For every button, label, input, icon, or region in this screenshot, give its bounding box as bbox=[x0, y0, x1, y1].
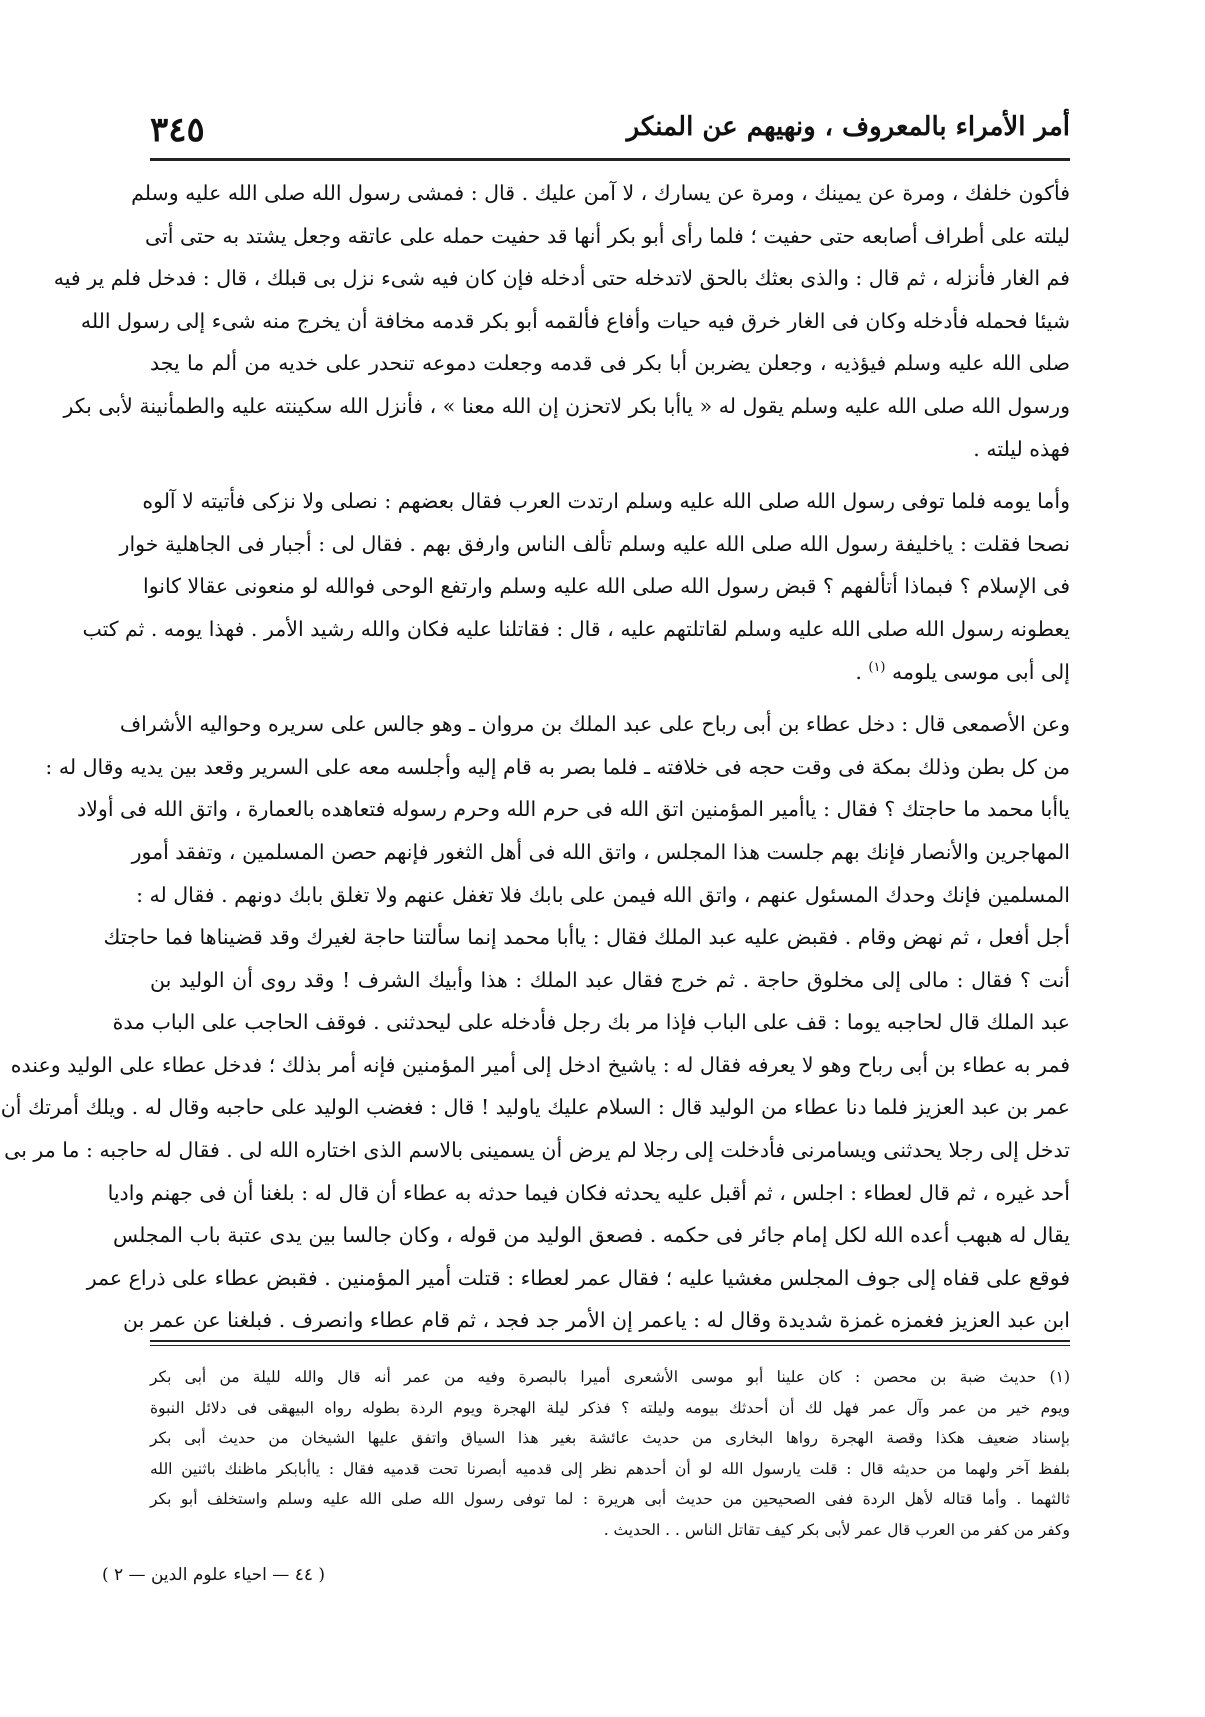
text-line: فأكون خلفك ، ومرة عن يمينك ، ومرة عن يسارك ، لا آمن عليك . قال : فمشى رسول الله صلى الله عليه وسلم bbox=[131, 181, 1070, 205]
text-line: يقال له هبهب أعده الله لكل إمام جائر فى حكمه . فصعق الوليد من قوله ، وكان جالسا بين يدى عتبة باب المجلس bbox=[113, 1223, 1070, 1248]
footnote-reference[interactable]: (١) bbox=[868, 659, 886, 675]
footnote-line: وكفر من كفر من العرب قال عمر لأبى بكر كيف تقاتل الناس . . الحديث . bbox=[603, 1520, 1070, 1539]
text-line: المسلمين فإنك وحدك المسئول عنهم ، واتق الله فيمن على بابك فلا تغفل عنهم ولا تغلق بابك دونهم . فقال له : bbox=[136, 882, 1070, 907]
text-line: شيئا فحمله فأدخله وكان فى الغار خرق فيه حيات وأفاع فألقمه أبو بكر قدمه مخافة أن يخرج منه شىء إلى رسول الله bbox=[80, 308, 1070, 333]
text-line: عبد الملك قال لحاجبه يوما : قف على الباب فإذا مر بك رجل فأدخله على ليحدثنى . فوقف الحاجب على الباب مدة bbox=[112, 1010, 1070, 1035]
running-head: أمر الأمراء بالمعروف ، ونهيهم عن المنكر bbox=[626, 112, 1070, 142]
text-line: عمر بن عبد العزيز فلما دنا عطاء من الوليد قال : السلام عليك ياوليد ! قال : فغضب الوليد على حاجبه وقال له . ويلك أمرتك أن bbox=[0, 1095, 1070, 1120]
text-line: أجل أفعل ، ثم نهض وقام . فقبض عليه عبد الملك فقال : ياأبا محمد إنما سألتنا حاجة لغيرك وقد قضيناها فما حاجتك bbox=[103, 925, 1070, 950]
text-line: صلى الله عليه وسلم فيؤذيه ، وجعلن يضربن أبا بكر فى قدمه وجعلت دموعه تنحدر على خديه من ألم ما يجد bbox=[150, 351, 1070, 376]
paragraph bbox=[0, 703, 1070, 1342]
footnote-line: بلفظ آخر ولهما من حديثه قال : قلت يارسول الله لو أن أحدهم نظر إلى قدميه أبصرنا تحت قدميه فقال : ياأبابكر ماظنك باثنين الله bbox=[150, 1459, 1070, 1478]
text-line: نصحا فقلت : ياخليفة رسول الله صلى الله عليه وسلم تألف الناس وارفق بهم . فقال لى : أجبار فى الجاهلية خوار bbox=[119, 531, 1070, 556]
page-header bbox=[150, 110, 1070, 154]
text-line-with-footnote: إلى أبى موسى يلومه $^{(١)}$ . bbox=[855, 659, 1070, 684]
text-line: يعطونه رسول الله صلى الله عليه وسلم لقاتلتهم عليه ، قال : فقاتلنا عليه فكان والله رشيد الأمر . فهذا يومه . ثم كتب bbox=[82, 616, 1070, 641]
footnotes bbox=[150, 1362, 1070, 1546]
main-text bbox=[0, 172, 1070, 1342]
footnote-rule bbox=[150, 1340, 1070, 1346]
footnote-line: بإسناد ضعيف هكذا وقصة الهجرة رواها البخارى من حديث عائشة بغير هذا السياق واتفق عليها الشيخان من حديث أبى بكر bbox=[150, 1429, 1070, 1448]
footnote-line: ثالثهما . وأما قتاله لأهل الردة ففى الصحيحين من حديث أبى هريرة : لما توفى رسول الله صلى الله عليه وسلم واستخلف أبو بكر bbox=[150, 1490, 1070, 1509]
text-line: وعن الأصمعى قال : دخل عطاء بن أبى رباح على عبد الملك بن مروان ـ وهو جالس على سريره وحواليه الأشراف bbox=[119, 712, 1070, 737]
text-line: فى الإسلام ؟ فبماذا أتألفهم ؟ قبض رسول الله صلى الله عليه وسلم وارتفع الوحى فوالله لو منعونى عقالا كانوا bbox=[143, 574, 1070, 599]
text-line: فمر به عطاء بن أبى رباح وهو لا يعرفه فقال له : ياشيخ ادخل إلى أمير المؤمنين فإنه أمر بذلك ؛ فدخل عطاء على الوليد وعنده bbox=[10, 1052, 1070, 1077]
footnote-line: (١) حديث ضبة بن محصن : كان علينا أبو موسى الأشعرى أميرا بالبصرة وفيه من عمر أنه قال والله لليلة من أبى بكر bbox=[150, 1368, 1070, 1386]
paragraph bbox=[53, 172, 1070, 470]
header-rule bbox=[150, 158, 1070, 161]
text-line: فوقع على قفاه إلى جوف المجلس مغشيا عليه ؛ فقال عمر لعطاء : قتلت أمير المؤمنين . فقبض عطاء على ذراع عمر bbox=[86, 1265, 1070, 1290]
text-line: المهاجرين والأنصار فإنك بهم جلست هذا المجلس ، واتق الله فى أهل الثغور فإنهم حصن المسلمين ، وتفقد أمور bbox=[131, 839, 1070, 864]
text-line: من كل بطن وذلك بمكة فى وقت حجه فى خلافته ـ فلما بصر به قام إليه وأجلسه معه على السرير وقعد بين يديه وقال له : bbox=[45, 754, 1070, 779]
paragraph bbox=[82, 480, 1070, 693]
text-line: ليلته على أطراف أصابعه حتى حفيت ؛ فلما رأى أبو بكر أنها قد حفيت حمله على عاتقه وجعل يشتد به حتى أتى bbox=[144, 223, 1070, 248]
text-line: تدخل إلى رجلا يحدثنى ويسامرنى فأدخلت إلى رجلا لم يرض أن يسمينى بالاسم الذى اختاره الله لى . فقال له حاجبه : ما مر بى bbox=[4, 1138, 1070, 1163]
text-line: وأما يومه فلما توفى رسول الله صلى الله عليه وسلم ارتدت العرب فقال بعضهم : نصلى ولا نزكى فأتيته لا آلوه bbox=[142, 489, 1070, 514]
text-fragment: إلى أبى موسى يلومه bbox=[892, 659, 1070, 684]
text-line: فم الغار فأنزله ، ثم قال : والذى بعثك بالحق لاتدخله حتى أدخله فإن كان فيه شىء نزل بى قبلك ، قال : فدخل فلم ير فيه bbox=[53, 266, 1070, 291]
text-line: أحد غيره ، ثم قال لعطاء : اجلس ، ثم أقبل عليه يحدثه فكان فيما حدثه به عطاء أن قال له : بلغنا أن فى جهنم واديا bbox=[107, 1180, 1070, 1205]
printer-signature: ( ٤٤ — احياء علوم الدين — ٢ ) bbox=[101, 1565, 325, 1585]
page-number: ٣٤٥ bbox=[150, 110, 205, 150]
footnote-line: ويوم خير من عمر وآل عمر فهل لك أن أحدثك بيومه وليلته ؟ فذكر ليلة الهجرة ويوم الردة بطوله رواه البيهقى فى دلائل النبوة bbox=[150, 1398, 1070, 1417]
text-line: ياأبا محمد ما حاجتك ؟ فقال : ياأمير المؤمنين اتق الله فى حرم الله وحرم رسوله فتعاهده بالعمارة ، واتق الله فى أولاد bbox=[77, 797, 1070, 822]
text-line: ابن عبد العزيز فغمزه غمزة شديدة وقال له : ياعمر إن الأمر جد فجد ، ثم قام عطاء وانصرف . فبلغنا عن عمر بن bbox=[123, 1308, 1070, 1333]
text-line: فهذه ليلته . bbox=[973, 436, 1070, 461]
text-line: ورسول الله صلى الله عليه وسلم يقول له « ياأبا بكر لاتحزن إن الله معنا » ، فأنزل الله سكينته عليه والطمأنينة لأبى بكر bbox=[63, 393, 1070, 418]
text-line: أنت ؟ فقال : مالى إلى مخلوق حاجة . ثم خرج فقال عبد الملك : هذا وأبيك الشرف ! وقد روى أن الوليد بن bbox=[150, 967, 1070, 992]
